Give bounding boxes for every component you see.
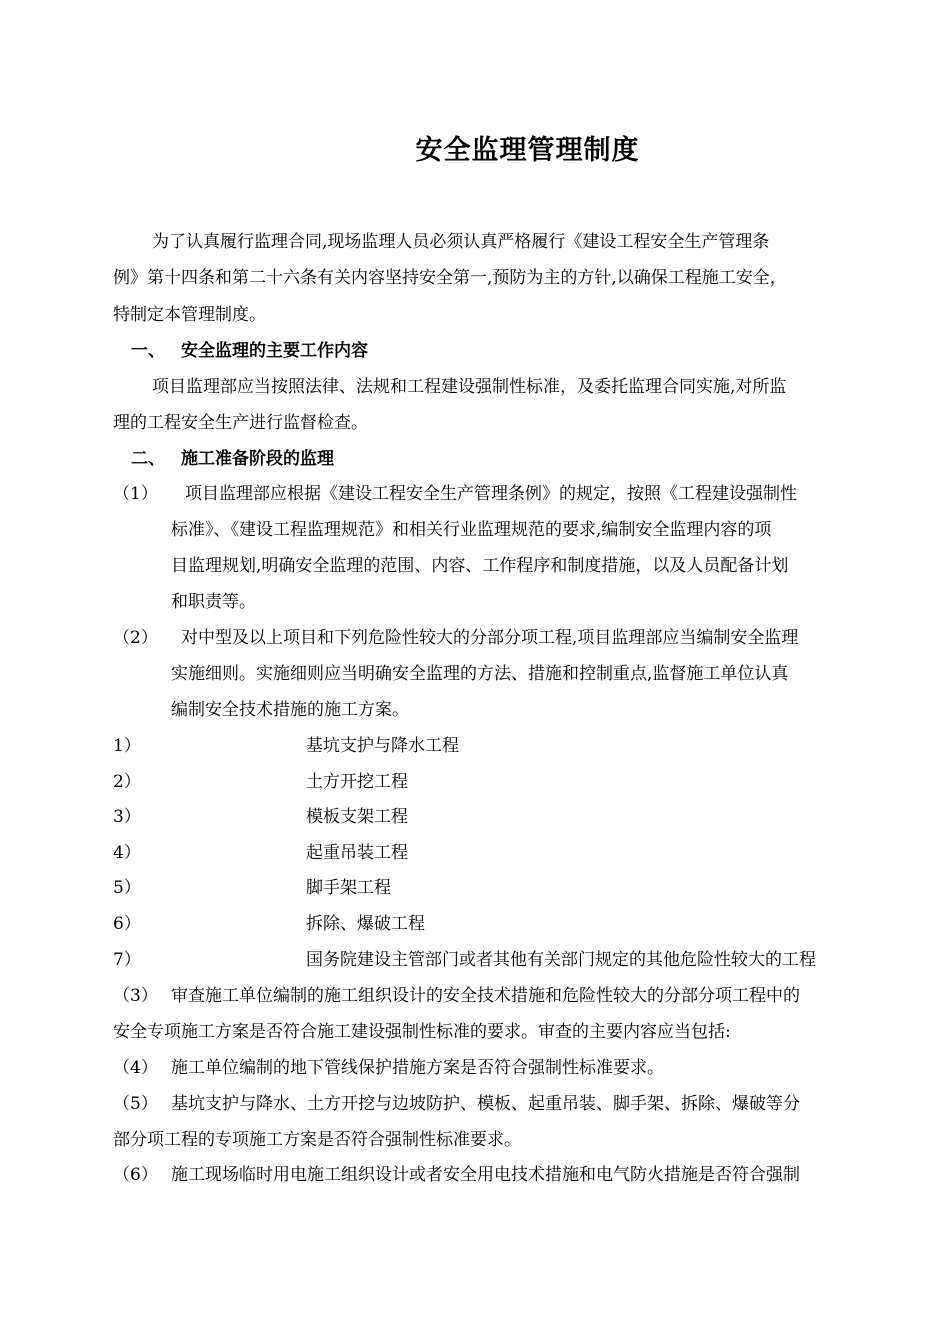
sublist-number: 3）	[113, 807, 141, 827]
intro-line-3: 特制定本管理制度。	[113, 305, 266, 325]
item1-line-4: 和职责等。	[171, 592, 256, 612]
page-title: 安全监理管理制度	[415, 135, 640, 166]
item1-marker: （1）	[113, 484, 158, 504]
item5-marker: （5）	[113, 1094, 158, 1114]
section2-marker: 二、	[131, 449, 165, 469]
sublist-number: 5）	[113, 878, 141, 898]
item1-line-2: 标准》、《建设工程监理规范》和相关行业监理规范的要求,编制安全监理内容的项	[171, 520, 772, 540]
section2-heading: 施工准备阶段的监理	[181, 449, 334, 469]
item6-line-1: 施工现场临时用电施工组织设计或者安全用电技术措施和电气防火措施是否符合强制	[171, 1165, 800, 1185]
item3-line-1: 审查施工单位编制的施工组织设计的安全技术措施和危险性较大的分部分项工程中的	[171, 986, 800, 1006]
item3-marker: （3）	[113, 986, 158, 1006]
sublist-number: 4）	[113, 843, 141, 863]
item5-line-2: 部分项工程的专项施工方案是否符合强制性标准要求。	[113, 1130, 521, 1150]
section1-heading: 安全监理的主要工作内容	[181, 341, 368, 361]
sublist-number: 1）	[113, 736, 141, 756]
sublist-number: 7）	[113, 950, 141, 970]
item4-marker: （4）	[113, 1058, 158, 1078]
item2-marker: （2）	[113, 628, 158, 648]
item5-line-1: 基坑支护与降水、土方开挖与边坡防护、模板、起重吊装、脚手架、拆除、爆破等分	[171, 1094, 800, 1114]
section1-body-line-2: 理的工程安全生产进行监督检查。	[113, 413, 368, 433]
sublist-item: 起重吊装工程	[306, 843, 408, 863]
item1-line-1: 项目监理部应根据《建设工程安全生产管理条例》的规定，按照《工程建设强制性	[185, 484, 797, 504]
sublist-item: 模板支架工程	[306, 807, 408, 827]
intro-line-1: 为了认真履行监理合同,现场监理人员必须认真严格履行《建设工程安全生产管理条	[152, 232, 770, 252]
sublist-item: 基坑支护与降水工程	[306, 736, 459, 756]
section1-marker: 一、	[131, 341, 165, 361]
sublist-item: 拆除、爆破工程	[306, 914, 425, 934]
intro-line-2: 例》第十四条和第二十六条有关内容坚持安全第一,预防为主的方针,以确保工程施工安全，	[113, 268, 787, 288]
sublist-number: 6）	[113, 914, 141, 934]
item2-line-1: 对中型及以上项目和下列危险性较大的分部分项工程,项目监理部应当编制安全监理	[181, 628, 799, 648]
sublist-item: 土方开挖工程	[306, 772, 408, 792]
section1-body-line-1: 项目监理部应当按照法律、法规和工程建设强制性标准，及委托监理合同实施,对所监	[152, 377, 787, 397]
item2-line-2: 实施细则。实施细则应当明确安全监理的方法、措施和控制重点,监督施工单位认真	[171, 664, 789, 684]
item2-line-3: 编制安全技术措施的施工方案。	[171, 700, 409, 720]
sublist-item: 脚手架工程	[306, 878, 391, 898]
item6-marker: （6）	[113, 1165, 158, 1185]
sublist-number: 2）	[113, 772, 141, 792]
item1-line-3: 目监理规划,明确安全监理的范围、内容、工作程序和制度措施，以及人员配备计划	[171, 556, 789, 576]
sublist-item: 国务院建设主管部门或者其他有关部门规定的其他危险性较大的工程	[306, 950, 816, 970]
item4-line-1: 施工单位编制的地下管线保护措施方案是否符合强制性标准要求。	[171, 1058, 664, 1078]
item3-line-2: 安全专项施工方案是否符合施工建设强制性标准的要求。审查的主要内容应当包括:	[113, 1022, 731, 1042]
